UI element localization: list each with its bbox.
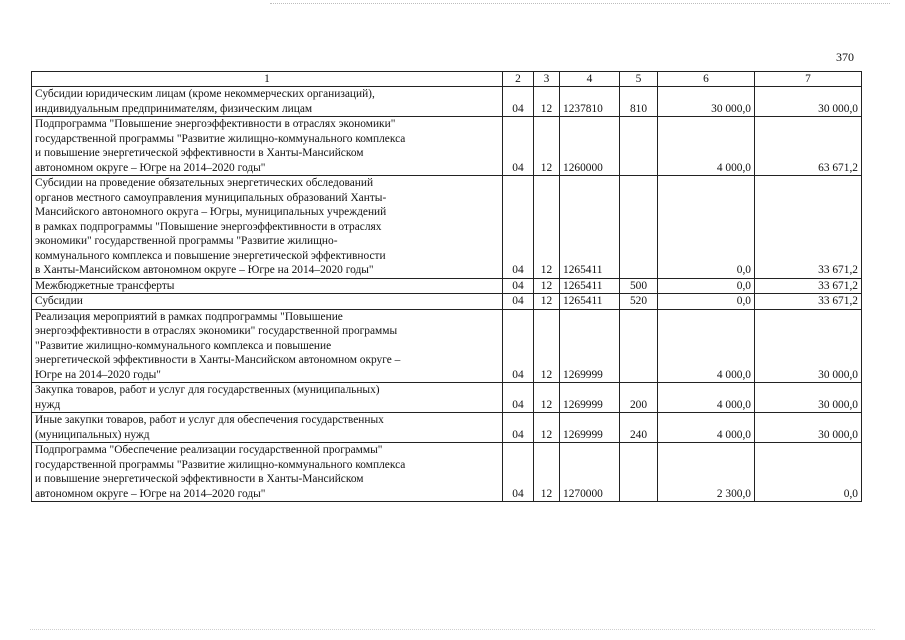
budget-table [31,71,862,502]
expense-type-cell: 500 [620,278,658,294]
amount-cell: 30 000,0 [755,309,862,383]
amount-cell: 4 000,0 [658,117,755,176]
description-line: государственной программы "Развитие жилищно-коммунального комплекса [35,458,406,471]
row-description [32,443,503,502]
description-line: энергетической эффективности в Ханты-Мансийском автономном округе – [35,354,401,366]
amount-cell: 63 671,2 [755,117,862,176]
amount-cell: 2 300,0 [658,443,755,502]
amount-cell: 4 000,0 [658,413,755,443]
description-line: "Развитие жилищно-коммунального комплекса и повышение [35,339,332,352]
subsection-code-cell: 12 [534,117,560,176]
subsection-code-cell: 12 [534,309,560,383]
row-description [32,87,503,117]
target-article-cell: 1269999 [560,413,620,443]
description-line: автономном округе – Югре на 2014–2020 годы" [35,161,266,174]
table-row [32,176,862,279]
section-code-cell: 04 [503,278,534,294]
target-article-cell: 1237810 [560,87,620,117]
section-code-cell: 04 [503,309,534,383]
subsection-code-cell: 12 [534,443,560,502]
description-line: Субсидии [35,295,83,307]
target-article-cell: 1265411 [560,278,620,294]
section-code-cell: 04 [503,443,534,502]
expense-type-cell [620,117,658,176]
column-header: 1 [32,72,503,87]
description-line: (муниципальных) нужд [35,428,150,441]
amount-cell: 30 000,0 [755,87,862,117]
column-header: 2 [503,72,534,87]
amount-cell: 30 000,0 [658,87,755,117]
subsection-code-cell: 12 [534,176,560,279]
subsection-code-cell: 12 [534,87,560,117]
expense-type-cell: 810 [620,87,658,117]
amount-cell: 4 000,0 [658,309,755,383]
target-article-cell: 1269999 [560,309,620,383]
description-line: государственной программы "Развитие жилищно-коммунального комплекса [35,132,406,145]
description-line: Межбюджетные трансферты [35,279,175,292]
table-row [32,443,862,502]
table-row [32,278,862,294]
column-header: 4 [560,72,620,87]
amount-cell: 0,0 [755,443,862,502]
row-description [32,176,503,279]
row-description [32,309,503,383]
expense-type-cell: 200 [620,383,658,413]
description-line: коммунального комплекса и повышение энергетической эффективности [35,249,386,262]
amount-cell: 0,0 [658,278,755,294]
section-code-cell: 04 [503,87,534,117]
section-code-cell: 04 [503,176,534,279]
description-line: Югре на 2014–2020 годы" [35,368,161,381]
amount-cell: 0,0 [658,176,755,279]
expense-type-cell [620,309,658,383]
expense-type-cell: 240 [620,413,658,443]
subsection-code-cell: 12 [534,413,560,443]
description-line: индивидуальным предпринимателям, физическим лицам [35,102,313,115]
table-row [32,309,862,383]
subsection-code-cell: 12 [534,278,560,294]
expense-type-cell [620,443,658,502]
amount-cell: 30 000,0 [755,413,862,443]
target-article-cell: 1265411 [560,176,620,279]
column-header: 5 [620,72,658,87]
row-description [32,278,503,294]
section-code-cell: 04 [503,383,534,413]
table-row [32,294,862,310]
description-line: Подпрограмма "Обеспечение реализации государственной программы" [35,444,383,456]
row-description [32,294,503,310]
description-line: Реализация мероприятий в рамках подпрограммы "Повышение [35,310,343,323]
amount-cell: 33 671,2 [755,294,862,310]
subsection-code-cell: 12 [534,294,560,310]
scan-artifact-top [270,3,890,4]
subsection-code-cell: 12 [534,383,560,413]
table-header-row [32,72,862,87]
description-line: энергоэффективности в отраслях экономики" государственной программы [35,325,398,337]
page-number: 370 [836,50,854,64]
description-line: Подпрограмма "Повышение энергоэффективности в отраслях экономики" [35,118,396,130]
expense-type-cell [620,176,658,279]
description-line: в Ханты-Мансийском автономном округе – Югре на 2014–2020 годы" [35,264,374,276]
description-line: и повышение энергетической эффективности в Ханты-Мансийском [35,473,364,485]
table-row [32,87,862,117]
description-line: Иные закупки товаров, работ и услуг для обеспечения государственных [35,414,384,426]
amount-cell: 33 671,2 [755,278,862,294]
column-header: 7 [755,72,862,87]
table-row [32,383,862,413]
column-header: 6 [658,72,755,87]
description-line: Мансийского автономного округа – Югры, муниципальных учреждений [35,206,387,218]
description-line: нужд [35,398,61,411]
column-header: 3 [534,72,560,87]
table-row [32,117,862,176]
description-line: Закупка товаров, работ и услуг для государственных (муниципальных) [35,384,380,396]
section-code-cell: 04 [503,294,534,310]
expense-type-cell: 520 [620,294,658,310]
section-code-cell: 04 [503,413,534,443]
description-line: автономном округе – Югре на 2014–2020 годы" [35,487,266,500]
description-line: в рамках подпрограммы "Повышение энергоэффективности в отраслях [35,220,382,233]
amount-cell: 0,0 [658,294,755,310]
row-description [32,383,503,413]
row-description [32,117,503,176]
row-description [32,413,503,443]
scan-artifact-bottom [30,629,875,630]
table-body [32,87,862,502]
target-article-cell: 1265411 [560,294,620,310]
target-article-cell: 1269999 [560,383,620,413]
description-line: Субсидии на проведение обязательных энергетических обследований [35,177,374,189]
table-row [32,413,862,443]
amount-cell: 4 000,0 [658,383,755,413]
section-code-cell: 04 [503,117,534,176]
description-line: и повышение энергетической эффективности в Ханты-Мансийском [35,147,364,159]
description-line: органов местного самоуправления муниципальных образований Ханты- [35,191,387,204]
amount-cell: 30 000,0 [755,383,862,413]
description-line: Субсидии юридическим лицам (кроме некоммерческих организаций), [35,88,375,100]
description-line: экономики" государственной программы "Развитие жилищно- [35,235,338,247]
target-article-cell: 1260000 [560,117,620,176]
amount-cell: 33 671,2 [755,176,862,279]
target-article-cell: 1270000 [560,443,620,502]
